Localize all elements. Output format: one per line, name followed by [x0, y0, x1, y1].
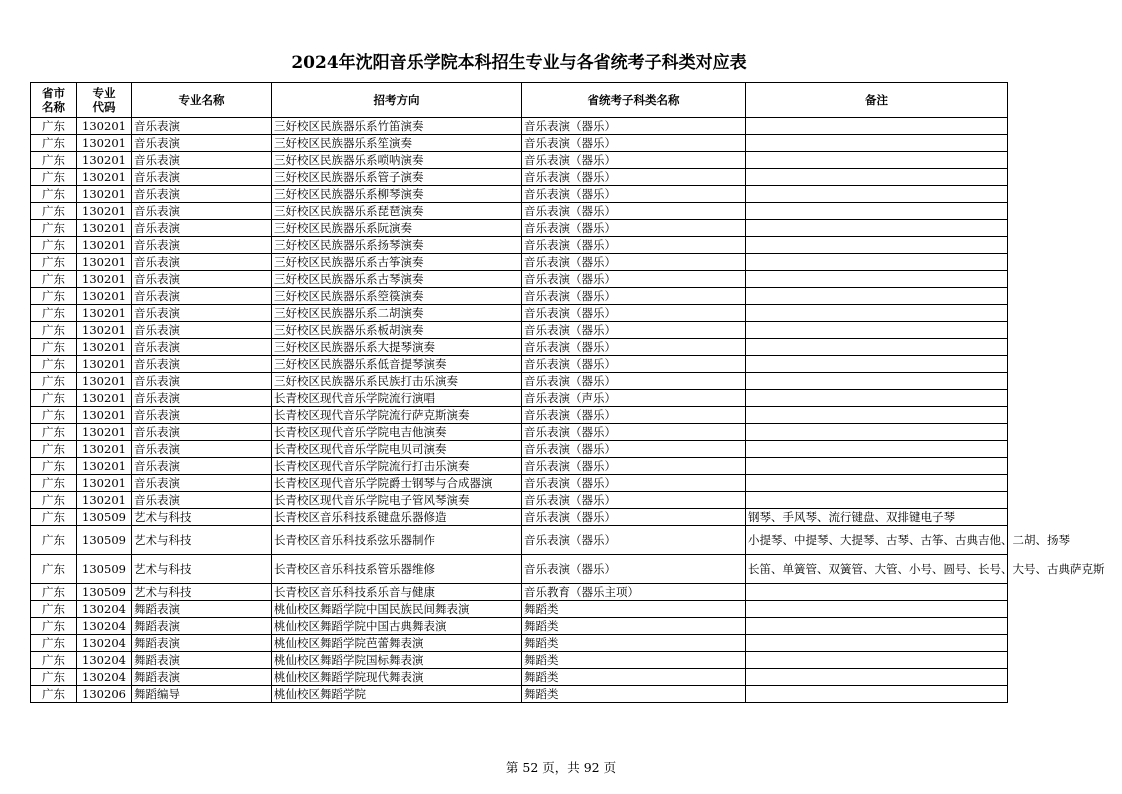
cell-category: 音乐表演（器乐） [522, 441, 746, 458]
cell-direction: 三好校区民族器乐系民族打击乐演奏 [272, 373, 522, 390]
cell-direction: 长青校区音乐科技系键盘乐器修造 [272, 509, 522, 526]
table-row [31, 555, 1008, 584]
cell-major: 音乐表演 [132, 458, 272, 475]
cell-code: 130201 [77, 356, 132, 373]
cell-province: 广东 [31, 584, 77, 601]
table-row [31, 509, 1008, 526]
cell-category: 音乐表演（器乐） [522, 186, 746, 203]
cell-note [746, 601, 1008, 618]
cell-note [746, 390, 1008, 407]
cell-direction: 长青校区现代音乐学院流行打击乐演奏 [272, 458, 522, 475]
cell-province: 广东 [31, 271, 77, 288]
table-row [31, 118, 1008, 135]
cell-major: 舞蹈表演 [132, 601, 272, 618]
cell-note [746, 169, 1008, 186]
cell-province: 广东 [31, 356, 77, 373]
cell-province: 广东 [31, 237, 77, 254]
cell-province: 广东 [31, 509, 77, 526]
cell-major: 舞蹈表演 [132, 652, 272, 669]
cell-major: 舞蹈表演 [132, 618, 272, 635]
table-row [31, 635, 1008, 652]
cell-province: 广东 [31, 407, 77, 424]
cell-province: 广东 [31, 492, 77, 509]
cell-province: 广东 [31, 152, 77, 169]
cell-province: 广东 [31, 635, 77, 652]
cell-code: 130201 [77, 322, 132, 339]
cell-note [746, 407, 1008, 424]
table-row [31, 169, 1008, 186]
table-row [31, 220, 1008, 237]
cell-direction: 三好校区民族器乐系板胡演奏 [272, 322, 522, 339]
cell-code: 130201 [77, 220, 132, 237]
page-number: 第 52 页，共 92 页 [505, 760, 617, 775]
cell-direction: 三好校区民族器乐系扬琴演奏 [272, 237, 522, 254]
header-province [31, 83, 77, 118]
cell-direction: 桃仙校区舞蹈学院中国古典舞表演 [272, 618, 522, 635]
cell-direction: 桃仙校区舞蹈学院芭蕾舞表演 [272, 635, 522, 652]
cell-category: 音乐表演（器乐） [522, 356, 746, 373]
cell-category: 音乐表演（器乐） [522, 237, 746, 254]
cell-note [746, 458, 1008, 475]
cell-category: 音乐表演（器乐） [522, 458, 746, 475]
cell-direction: 三好校区民族器乐系大提琴演奏 [272, 339, 522, 356]
cell-note [746, 186, 1008, 203]
header-note: 备注 [746, 83, 1008, 118]
cell-category: 舞蹈类 [522, 686, 746, 703]
cell-province: 广东 [31, 288, 77, 305]
cell-category: 音乐表演（器乐） [522, 152, 746, 169]
cell-category: 音乐表演（器乐） [522, 509, 746, 526]
cell-category: 音乐教育（器乐主项） [522, 584, 746, 601]
header-category: 省统考子科类名称 [522, 83, 746, 118]
cell-code: 130201 [77, 254, 132, 271]
cell-direction: 桃仙校区舞蹈学院 [272, 686, 522, 703]
cell-category: 音乐表演（器乐） [522, 135, 746, 152]
cell-province: 广东 [31, 555, 77, 584]
cell-province: 广东 [31, 601, 77, 618]
cell-note [746, 118, 1008, 135]
table-row [31, 152, 1008, 169]
cell-code: 130201 [77, 237, 132, 254]
table-row [31, 686, 1008, 703]
cell-category: 舞蹈类 [522, 652, 746, 669]
cell-note [746, 635, 1008, 652]
cell-direction: 三好校区民族器乐系唢呐演奏 [272, 152, 522, 169]
cell-major: 舞蹈表演 [132, 669, 272, 686]
cell-code: 130509 [77, 526, 132, 555]
cell-province: 广东 [31, 652, 77, 669]
cell-category: 音乐表演（器乐） [522, 407, 746, 424]
cell-code: 130201 [77, 492, 132, 509]
cell-code: 130509 [77, 555, 132, 584]
cell-category: 音乐表演（器乐） [522, 555, 746, 584]
cell-major: 音乐表演 [132, 288, 272, 305]
cell-major: 音乐表演 [132, 492, 272, 509]
cell-province: 广东 [31, 339, 77, 356]
cell-direction: 长青校区现代音乐学院爵士钢琴与合成器演 [272, 475, 522, 492]
table-row [31, 373, 1008, 390]
table-row [31, 492, 1008, 509]
cell-province: 广东 [31, 475, 77, 492]
cell-major: 音乐表演 [132, 441, 272, 458]
cell-note [746, 652, 1008, 669]
cell-category: 音乐表演（器乐） [522, 169, 746, 186]
cell-note [746, 288, 1008, 305]
cell-note [746, 373, 1008, 390]
cell-code: 130201 [77, 152, 132, 169]
table-row [31, 458, 1008, 475]
cell-province: 广东 [31, 424, 77, 441]
cell-category: 音乐表演（器乐） [522, 373, 746, 390]
cell-province: 广东 [31, 669, 77, 686]
cell-direction: 三好校区民族器乐系古筝演奏 [272, 254, 522, 271]
cell-code: 130201 [77, 186, 132, 203]
cell-major: 音乐表演 [132, 186, 272, 203]
table-row [31, 441, 1008, 458]
cell-note [746, 584, 1008, 601]
cell-note: 钢琴、手风琴、流行键盘、双排键电子琴 [746, 509, 1008, 526]
cell-direction: 长青校区现代音乐学院流行萨克斯演奏 [272, 407, 522, 424]
table-row [31, 475, 1008, 492]
table-row [31, 526, 1008, 555]
table-row [31, 237, 1008, 254]
table-row [31, 669, 1008, 686]
cell-category: 音乐表演（器乐） [522, 203, 746, 220]
cell-direction: 长青校区现代音乐学院电吉他演奏 [272, 424, 522, 441]
cell-province: 广东 [31, 322, 77, 339]
cell-province: 广东 [31, 526, 77, 555]
header-direction: 招考方向 [272, 83, 522, 118]
cell-major: 音乐表演 [132, 237, 272, 254]
cell-code: 130201 [77, 475, 132, 492]
cell-code: 130201 [77, 118, 132, 135]
cell-category: 音乐表演（器乐） [522, 271, 746, 288]
cell-code: 130201 [77, 203, 132, 220]
cell-major: 艺术与科技 [132, 555, 272, 584]
table-row [31, 424, 1008, 441]
cell-province: 广东 [31, 458, 77, 475]
cell-province: 广东 [31, 203, 77, 220]
cell-note [746, 492, 1008, 509]
cell-code: 130204 [77, 669, 132, 686]
cell-direction: 三好校区民族器乐系低音提琴演奏 [272, 356, 522, 373]
cell-direction: 长青校区音乐科技系管乐器维修 [272, 555, 522, 584]
cell-note: 长笛、单簧管、双簧管、大管、小号、圆号、长号、大号、古典萨克斯 [746, 555, 1008, 584]
cell-note [746, 339, 1008, 356]
cell-direction: 三好校区民族器乐系古琴演奏 [272, 271, 522, 288]
cell-direction: 桃仙校区舞蹈学院国标舞表演 [272, 652, 522, 669]
cell-note [746, 424, 1008, 441]
table-row [31, 584, 1008, 601]
cell-note [746, 475, 1008, 492]
cell-note: 小提琴、中提琴、大提琴、古琴、古筝、古典吉他、二胡、扬琴 [746, 526, 1008, 555]
cell-province: 广东 [31, 618, 77, 635]
cell-province: 广东 [31, 441, 77, 458]
cell-code: 130201 [77, 339, 132, 356]
cell-province: 广东 [31, 220, 77, 237]
cell-major: 音乐表演 [132, 152, 272, 169]
cell-direction: 三好校区民族器乐系管子演奏 [272, 169, 522, 186]
cell-direction: 三好校区民族器乐系箜篌演奏 [272, 288, 522, 305]
cell-category: 音乐表演（器乐） [522, 526, 746, 555]
cell-code: 130204 [77, 601, 132, 618]
table-row [31, 288, 1008, 305]
cell-province: 广东 [31, 118, 77, 135]
cell-note [746, 441, 1008, 458]
table-row [31, 254, 1008, 271]
cell-direction: 桃仙校区舞蹈学院中国民族民间舞表演 [272, 601, 522, 618]
cell-major: 音乐表演 [132, 203, 272, 220]
table-row [31, 271, 1008, 288]
cell-direction: 三好校区民族器乐系二胡演奏 [272, 305, 522, 322]
cell-code: 130204 [77, 618, 132, 635]
header-code [77, 83, 132, 118]
table-row [31, 186, 1008, 203]
cell-major: 音乐表演 [132, 135, 272, 152]
cell-note [746, 322, 1008, 339]
cell-direction: 长青校区音乐科技系弦乐器制作 [272, 526, 522, 555]
table-row [31, 618, 1008, 635]
page-title: 2024年沈阳音乐学院本科招生专业与各省统考子科类对应表 [291, 53, 747, 73]
cell-major: 艺术与科技 [132, 509, 272, 526]
header-code-label: 专业 代码 [92, 86, 116, 114]
cell-code: 130201 [77, 458, 132, 475]
cell-category: 音乐表演（器乐） [522, 305, 746, 322]
cell-note [746, 271, 1008, 288]
cell-major: 音乐表演 [132, 407, 272, 424]
cell-category: 音乐表演（声乐） [522, 390, 746, 407]
cell-code: 130509 [77, 584, 132, 601]
table-body [31, 118, 1105, 703]
cell-code: 130201 [77, 271, 132, 288]
cell-category: 音乐表演（器乐） [522, 220, 746, 237]
cell-code: 130509 [77, 509, 132, 526]
table-header-row [31, 83, 1008, 118]
cell-province: 广东 [31, 686, 77, 703]
cell-direction: 三好校区民族器乐系柳琴演奏 [272, 186, 522, 203]
cell-major: 音乐表演 [132, 390, 272, 407]
cell-province: 广东 [31, 169, 77, 186]
cell-province: 广东 [31, 305, 77, 322]
cell-code: 130201 [77, 407, 132, 424]
table-row [31, 339, 1008, 356]
cell-direction: 长青校区现代音乐学院电贝司演奏 [272, 441, 522, 458]
cell-major: 音乐表演 [132, 305, 272, 322]
cell-category: 音乐表演（器乐） [522, 475, 746, 492]
cell-category: 舞蹈类 [522, 635, 746, 652]
cell-province: 广东 [31, 135, 77, 152]
cell-code: 130201 [77, 288, 132, 305]
cell-category: 舞蹈类 [522, 601, 746, 618]
cell-direction: 三好校区民族器乐系竹笛演奏 [272, 118, 522, 135]
cell-province: 广东 [31, 254, 77, 271]
cell-code: 130201 [77, 424, 132, 441]
table-row [31, 390, 1008, 407]
header-province-label: 省市 名称 [42, 86, 65, 114]
cell-code: 130204 [77, 635, 132, 652]
cell-category: 音乐表演（器乐） [522, 322, 746, 339]
cell-note [746, 305, 1008, 322]
cell-major: 音乐表演 [132, 322, 272, 339]
cell-major: 艺术与科技 [132, 526, 272, 555]
cell-note [746, 669, 1008, 686]
table-row [31, 203, 1008, 220]
table-row [31, 407, 1008, 424]
cell-direction: 长青校区现代音乐学院电子管风琴演奏 [272, 492, 522, 509]
cell-major: 音乐表演 [132, 169, 272, 186]
header-major: 专业名称 [132, 83, 272, 118]
cell-direction: 三好校区民族器乐系阮演奏 [272, 220, 522, 237]
cell-major: 音乐表演 [132, 475, 272, 492]
cell-direction: 长青校区现代音乐学院流行演唱 [272, 390, 522, 407]
cell-code: 130201 [77, 135, 132, 152]
cell-category: 音乐表演（器乐） [522, 492, 746, 509]
cell-note [746, 220, 1008, 237]
cell-code: 130201 [77, 373, 132, 390]
cell-direction: 三好校区民族器乐系琵琶演奏 [272, 203, 522, 220]
cell-major: 音乐表演 [132, 424, 272, 441]
cell-major: 音乐表演 [132, 339, 272, 356]
table-row [31, 601, 1008, 618]
cell-code: 130204 [77, 652, 132, 669]
cell-major: 音乐表演 [132, 373, 272, 390]
cell-category: 音乐表演（器乐） [522, 288, 746, 305]
cell-note [746, 152, 1008, 169]
cell-major: 音乐表演 [132, 271, 272, 288]
cell-note [746, 686, 1008, 703]
table-row [31, 135, 1008, 152]
table-row [31, 356, 1008, 373]
enrollment-table [30, 82, 1105, 703]
cell-direction: 三好校区民族器乐系笙演奏 [272, 135, 522, 152]
cell-code: 130201 [77, 169, 132, 186]
cell-major: 音乐表演 [132, 118, 272, 135]
cell-note [746, 135, 1008, 152]
cell-code: 130201 [77, 390, 132, 407]
cell-major: 舞蹈编导 [132, 686, 272, 703]
cell-category: 音乐表演（器乐） [522, 254, 746, 271]
table-row [31, 322, 1008, 339]
cell-major: 舞蹈表演 [132, 635, 272, 652]
cell-category: 音乐表演（器乐） [522, 339, 746, 356]
cell-category: 舞蹈类 [522, 618, 746, 635]
cell-province: 广东 [31, 373, 77, 390]
cell-major: 音乐表演 [132, 356, 272, 373]
cell-code: 130201 [77, 441, 132, 458]
table-row [31, 305, 1008, 322]
cell-code: 130206 [77, 686, 132, 703]
cell-major: 音乐表演 [132, 220, 272, 237]
cell-province: 广东 [31, 390, 77, 407]
cell-direction: 长青校区音乐科技系乐音与健康 [272, 584, 522, 601]
cell-major: 艺术与科技 [132, 584, 272, 601]
cell-direction: 桃仙校区舞蹈学院现代舞表演 [272, 669, 522, 686]
cell-note [746, 618, 1008, 635]
cell-note [746, 237, 1008, 254]
cell-major: 音乐表演 [132, 254, 272, 271]
cell-category: 音乐表演（器乐） [522, 118, 746, 135]
table-row [31, 652, 1008, 669]
cell-note [746, 203, 1008, 220]
cell-note [746, 254, 1008, 271]
cell-province: 广东 [31, 186, 77, 203]
cell-note [746, 356, 1008, 373]
cell-code: 130201 [77, 305, 132, 322]
cell-category: 舞蹈类 [522, 669, 746, 686]
cell-category: 音乐表演（器乐） [522, 424, 746, 441]
